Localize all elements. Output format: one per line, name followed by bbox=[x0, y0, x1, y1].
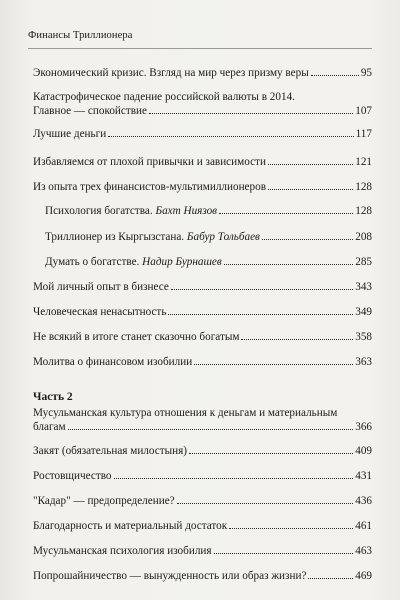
toc-page-number: 409 bbox=[355, 445, 372, 457]
toc-subentry bbox=[45, 204, 372, 218]
toc-page-number: 128 bbox=[355, 181, 372, 193]
toc-entry-title: Мой личный опыт в бизнесе bbox=[33, 281, 169, 293]
toc-entry-title: благам bbox=[33, 421, 66, 433]
toc-page-number: 121 bbox=[355, 156, 372, 168]
dot-leader bbox=[108, 136, 353, 137]
dot-leader bbox=[68, 429, 354, 430]
toc-page-number: 343 bbox=[355, 281, 372, 293]
toc-page-number: 431 bbox=[355, 470, 372, 482]
toc-entry bbox=[33, 444, 372, 458]
dot-leader bbox=[219, 213, 353, 214]
toc-entry bbox=[33, 330, 372, 344]
toc-entry bbox=[33, 180, 372, 194]
toc-entry-title: Мусульманская психология изобилия bbox=[33, 545, 212, 557]
toc-entry bbox=[33, 90, 372, 118]
toc-subentry bbox=[45, 230, 372, 244]
toc-entry-title: Ростовщичество bbox=[33, 470, 112, 482]
toc-entry bbox=[33, 494, 372, 508]
toc-page-number: 358 bbox=[355, 331, 372, 343]
toc-page-number: 436 bbox=[355, 495, 372, 507]
toc-entry-author: Бабур Тольбаев bbox=[186, 231, 260, 243]
toc-page-number: 469 bbox=[355, 570, 372, 582]
dot-leader bbox=[168, 314, 353, 315]
toc-entry-title: Попрошайничество — вынужденность или образ жизни? bbox=[33, 570, 307, 582]
dot-leader bbox=[224, 264, 353, 265]
toc-entry bbox=[33, 127, 372, 141]
toc-entry-author: Бахт Ниязов bbox=[155, 205, 218, 217]
toc-page-number: 208 bbox=[355, 231, 372, 243]
dot-leader bbox=[229, 528, 353, 529]
toc-subentry bbox=[45, 255, 372, 269]
toc-entry-title: Триллионер из Кыргызстана. Бабур Тольбаев bbox=[45, 231, 260, 243]
toc-page-number: 349 bbox=[355, 306, 372, 318]
part-heading: Часть 2 bbox=[33, 391, 73, 403]
dot-leader bbox=[311, 75, 359, 76]
dot-leader bbox=[262, 239, 353, 240]
toc-entry bbox=[33, 519, 372, 533]
toc-page-number: 366 bbox=[355, 421, 372, 433]
toc-entry-title: Молитва о финансовом изобилии bbox=[33, 356, 193, 368]
toc-entry-title: Экономический кризис. Взгляд на мир через призму веры bbox=[33, 67, 309, 79]
dot-leader bbox=[177, 503, 354, 504]
toc-page-number: 285 bbox=[355, 256, 372, 268]
toc-page-number: 363 bbox=[355, 356, 372, 368]
toc-entry-title: Думать о богатстве. Надир Бурнашев bbox=[45, 256, 222, 268]
toc-entry bbox=[33, 305, 372, 319]
toc-page-number: 117 bbox=[355, 128, 372, 140]
toc-page-number: 107 bbox=[355, 105, 372, 117]
toc-entry-title: Не всякий в итоге станет сказочно богатым bbox=[33, 331, 240, 343]
toc-entry bbox=[33, 544, 372, 558]
toc-entry bbox=[33, 355, 372, 369]
toc-entry-title: "Кадар" — предопределение? bbox=[33, 495, 175, 507]
dot-leader bbox=[308, 578, 353, 579]
toc-entry-title: Благодарность и материальный достаток bbox=[33, 520, 228, 532]
toc-entry bbox=[33, 155, 372, 169]
toc-entry bbox=[33, 66, 372, 80]
dot-leader bbox=[189, 453, 353, 454]
toc-page-number: 463 bbox=[355, 545, 372, 557]
toc-entry bbox=[33, 280, 372, 294]
dot-leader bbox=[268, 189, 353, 190]
toc-entry-author: Надир Бурнашев bbox=[142, 256, 222, 268]
dot-leader bbox=[149, 113, 353, 114]
toc-page-number: 128 bbox=[355, 205, 372, 217]
toc-entry-title: Закят (обязательная милостыня) bbox=[33, 445, 187, 457]
toc-page-number: 95 bbox=[360, 67, 372, 79]
toc-entry-title: Из опыта трех финансистов-мультимиллионеров bbox=[33, 181, 266, 193]
toc-entry bbox=[33, 469, 372, 483]
dot-leader bbox=[268, 164, 353, 165]
toc-entry-title: Человеческая ненасытность bbox=[33, 306, 167, 318]
header-divider bbox=[28, 48, 372, 49]
toc-entry bbox=[33, 569, 372, 583]
dot-leader bbox=[171, 289, 353, 290]
dot-leader bbox=[194, 364, 353, 365]
toc-entry-title-line1: Мусульманская культура отношения к деньгам и материальным bbox=[33, 407, 338, 419]
toc-entry bbox=[33, 406, 372, 434]
toc-entry-title: Лучшие деньги bbox=[33, 128, 107, 140]
dot-leader bbox=[241, 339, 353, 340]
toc-entry-title: Избавляемся от плохой привычки и зависимости bbox=[33, 156, 266, 168]
toc-page-number: 461 bbox=[355, 520, 372, 532]
toc-entry-title-line1: Катастрофическое падение российской валюты в 2014. bbox=[33, 91, 295, 103]
dot-leader bbox=[214, 553, 354, 554]
running-head: Финансы Триллионера bbox=[28, 30, 133, 41]
toc-entry-title: Психология богатства. Бахт Ниязов bbox=[45, 205, 218, 217]
toc-entry-title: Главное — спокойствие bbox=[33, 105, 148, 117]
dot-leader bbox=[114, 478, 354, 479]
